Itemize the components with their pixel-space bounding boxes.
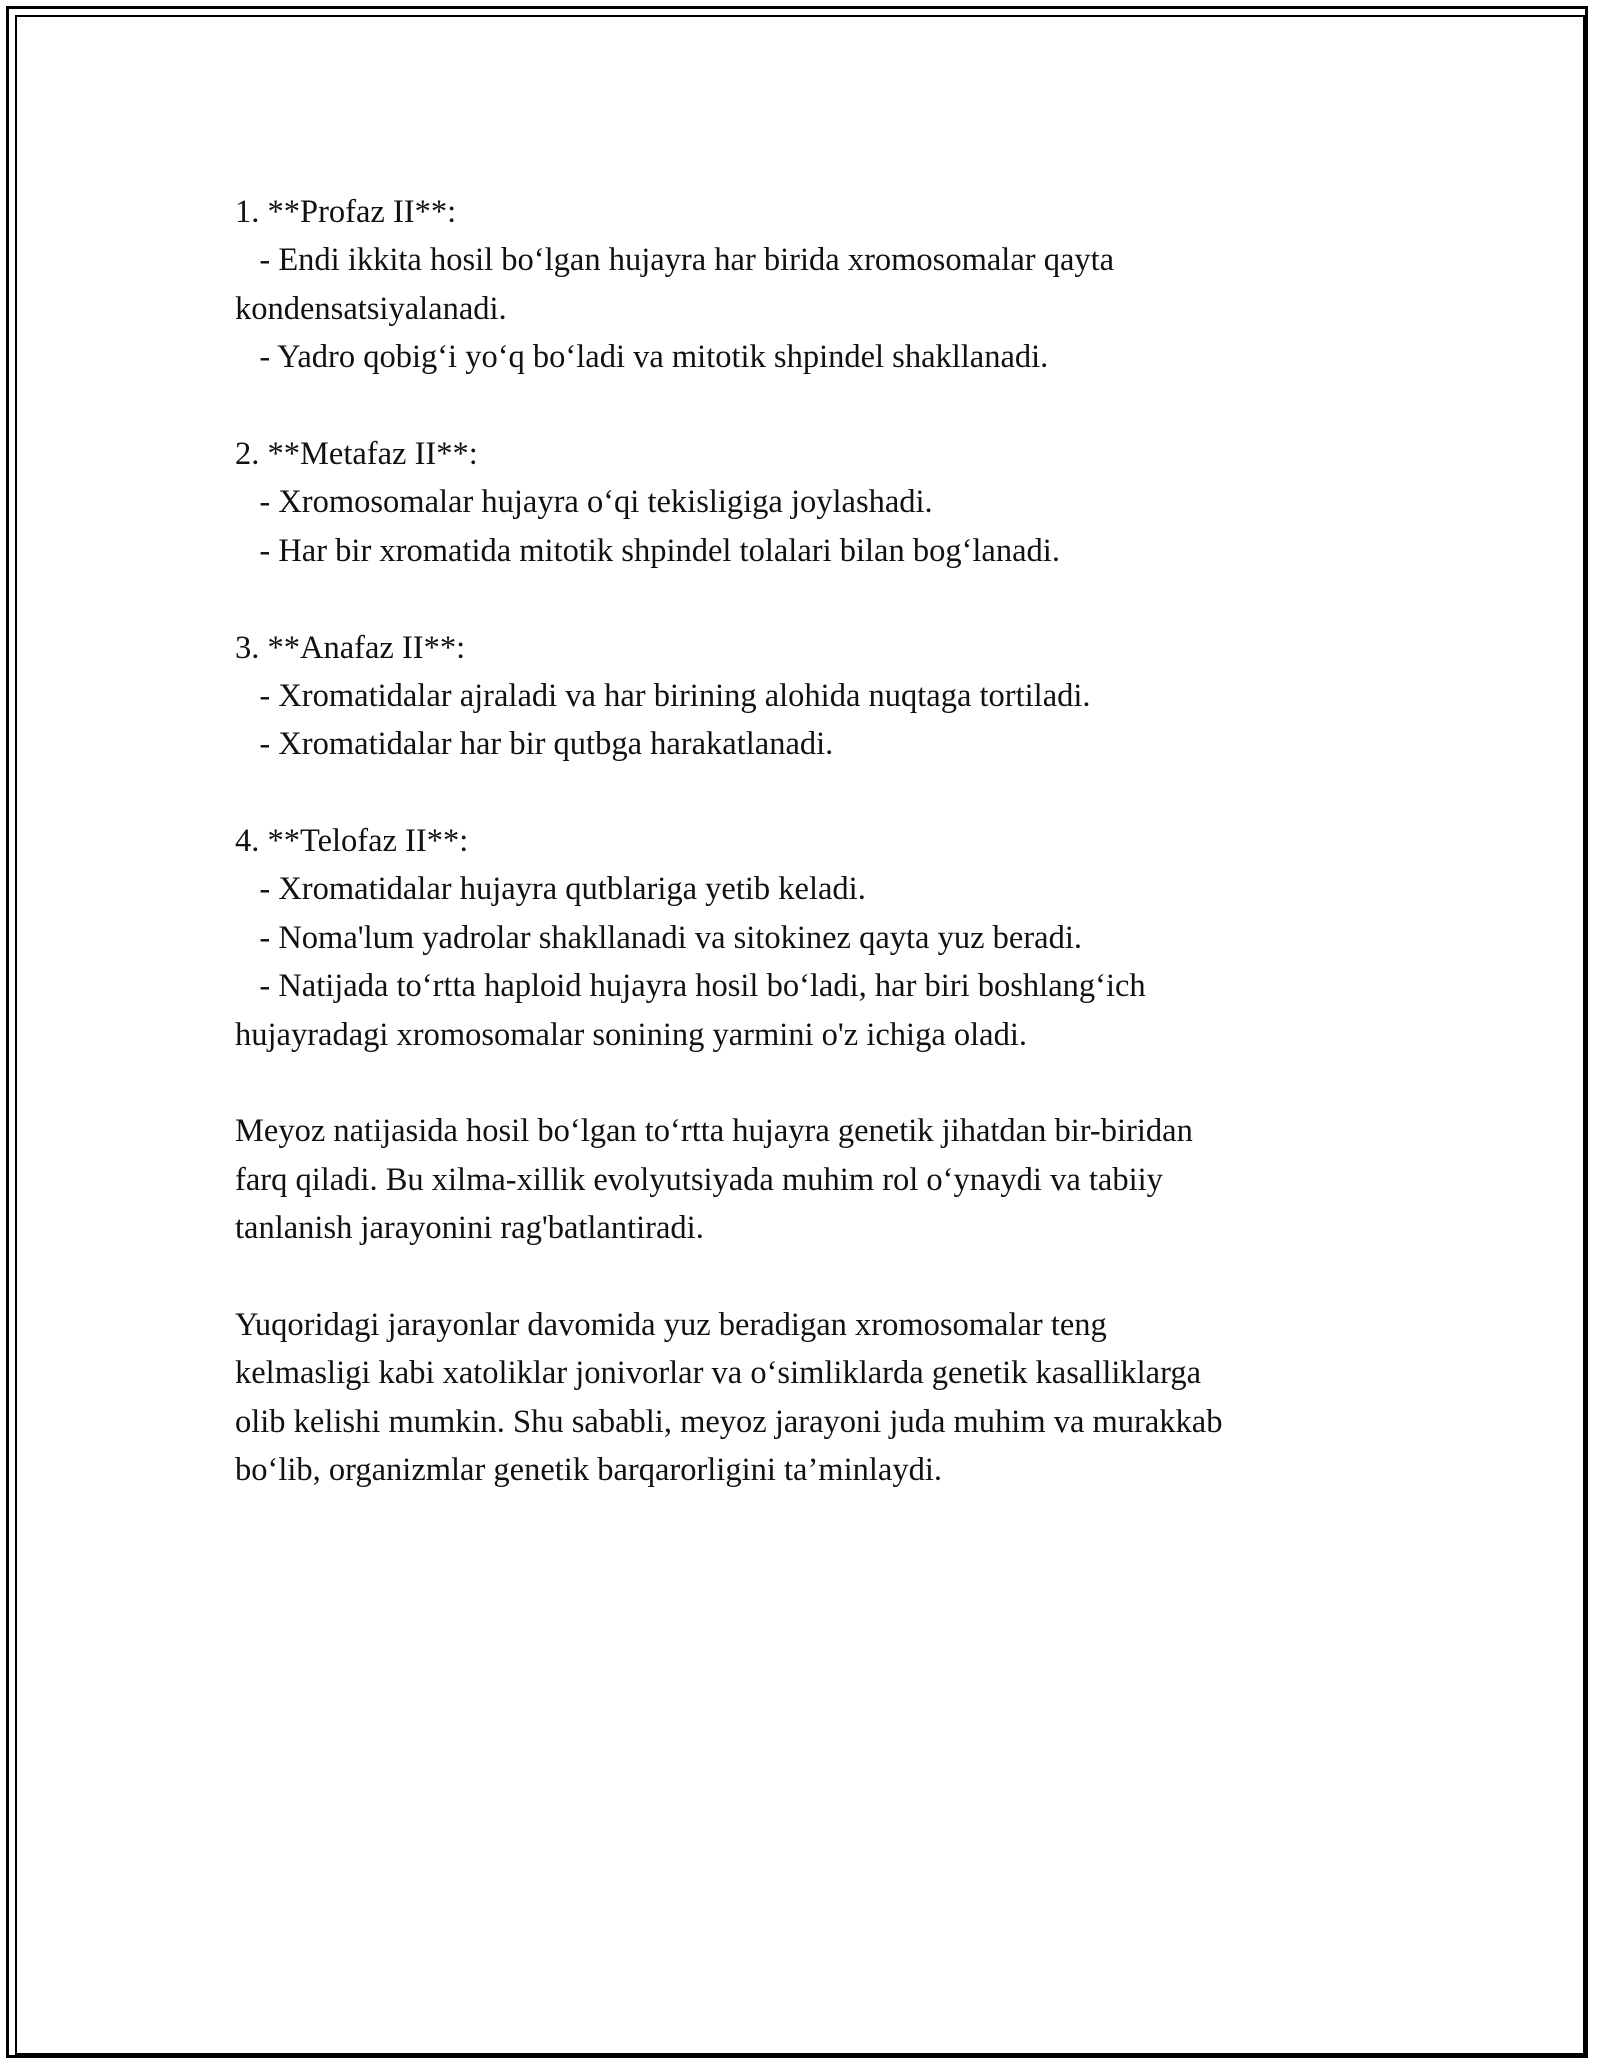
section-line: - Xromatidalar hujayra qutblariga yetib keladi. bbox=[235, 871, 866, 908]
section-line: - Xromatidalar har bir qutbga harakatlanadi. bbox=[235, 726, 834, 763]
document-body bbox=[235, 188, 1365, 1495]
blank-line bbox=[235, 1253, 1365, 1301]
paragraph-line: olib kelishi mumkin. Shu sababli, meyoz jarayoni juda muhim va murakkab bbox=[235, 1403, 1223, 1440]
paragraph-line: tanlanish jarayonini rag'batlantiradi. bbox=[235, 1210, 704, 1247]
paragraph-xatoliklar bbox=[235, 1301, 1365, 1495]
section-line: hujayradagi xromosomalar sonining yarmini o'z ichiga oladi. bbox=[235, 1016, 1027, 1053]
section-anafaz-ii bbox=[235, 624, 1365, 769]
blank-line bbox=[235, 575, 1365, 623]
paragraph-line: Yuqoridagi jarayonlar davomida yuz beradigan xromosomalar teng bbox=[235, 1306, 1107, 1343]
paragraph-line: bo‘lib, organizmlar genetik barqarorligini ta’minlaydi. bbox=[235, 1452, 942, 1489]
paragraph-line: Meyoz natijasida hosil bo‘lgan to‘rtta hujayra genetik jihatdan bir-biridan bbox=[235, 1113, 1193, 1150]
section-telofaz-ii bbox=[235, 817, 1365, 1059]
blank-line bbox=[235, 769, 1365, 817]
section-line: - Natijada to‘rtta haploid hujayra hosil bo‘ladi, har biri boshlang‘ich bbox=[235, 968, 1146, 1005]
section-line: kondensatsiyalanadi. bbox=[235, 290, 507, 327]
paragraph-line: kelmasligi kabi xatoliklar jonivorlar va o‘simliklarda genetik kasalliklarga bbox=[235, 1355, 1202, 1392]
section-heading: 2. **Metafaz II**: bbox=[235, 435, 478, 472]
blank-line bbox=[235, 1059, 1365, 1107]
section-line: - Endi ikkita hosil bo‘lgan hujayra har birida xromosomalar qayta bbox=[235, 242, 1115, 279]
paragraph-meyoz-natijasi bbox=[235, 1107, 1365, 1252]
section-profaz-ii bbox=[235, 188, 1365, 382]
section-metafaz-ii bbox=[235, 430, 1365, 575]
section-line: - Har bir xromatida mitotik shpindel tolalari bilan bog‘lanadi. bbox=[235, 532, 1060, 569]
section-heading: 4. **Telofaz II**: bbox=[235, 823, 469, 860]
section-line: - Xromatidalar ajraladi va har birining alohida nuqtaga tortiladi. bbox=[235, 677, 1091, 714]
section-heading: 1. **Profaz II**: bbox=[235, 194, 457, 230]
section-line: - Noma'lum yadrolar shakllanadi va sitokinez qayta yuz beradi. bbox=[235, 919, 1082, 956]
paragraph-line: farq qiladi. Bu xilma-xillik evolyutsiyada muhim rol o‘ynaydi va tabiiy bbox=[235, 1161, 1163, 1198]
section-line: - Yadro qobig‘i yo‘q bo‘ladi va mitotik shpindel shakllanadi. bbox=[235, 339, 1049, 376]
section-heading: 3. **Anafaz II**: bbox=[235, 629, 466, 666]
blank-line bbox=[235, 382, 1365, 430]
section-line: - Xromosomalar hujayra o‘qi tekisligiga joylashadi. bbox=[235, 484, 933, 521]
